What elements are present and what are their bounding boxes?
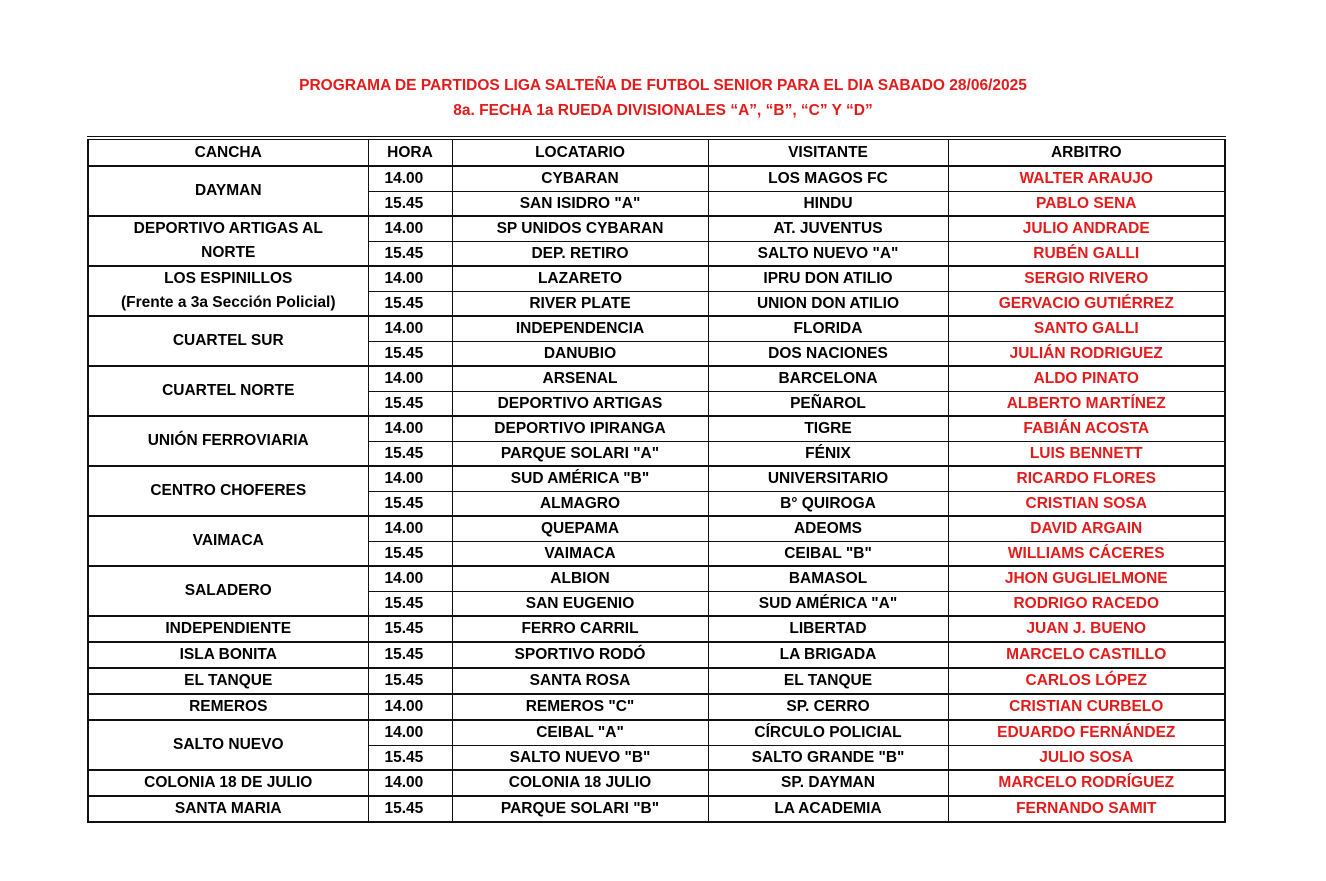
kickoff-time-cell: 14.00	[368, 720, 452, 745]
table-row	[88, 642, 1225, 668]
col-header-cancha: CANCHA	[88, 138, 368, 166]
venue-cell	[88, 266, 368, 316]
kickoff-time-cell: 14.00	[368, 466, 452, 491]
schedule-body	[88, 166, 1225, 822]
table-row	[88, 166, 1225, 191]
col-header-hora: HORA	[368, 138, 452, 166]
referee-cell: SERGIO RIVERO	[948, 266, 1225, 291]
kickoff-time-cell: 14.00	[368, 366, 452, 391]
venue-name-line: DAYMAN	[194, 182, 262, 199]
referee-cell: JUAN J. BUENO	[948, 616, 1225, 642]
away-team-cell: SUD AMÉRICA "A"	[708, 591, 948, 616]
kickoff-time-cell: 15.45	[368, 291, 452, 316]
table-row	[88, 566, 1225, 591]
kickoff-time-cell: 14.00	[368, 166, 452, 191]
venue-cell	[88, 796, 368, 822]
home-team-cell: ALMAGRO	[452, 491, 708, 516]
referee-cell: CARLOS LÓPEZ	[948, 668, 1225, 694]
venue-name-line: (Frente a 3a Sección Policial)	[121, 294, 336, 311]
away-team-cell: BAMASOL	[708, 566, 948, 591]
table-row	[88, 366, 1225, 391]
kickoff-time-cell: 15.45	[368, 191, 452, 216]
away-team-cell: LIBERTAD	[708, 616, 948, 642]
away-team-cell: LA BRIGADA	[708, 642, 948, 668]
away-team-cell: FLORIDA	[708, 316, 948, 341]
venue-name-line: LOS ESPINILLOS	[164, 270, 293, 287]
home-team-cell: LAZARETO	[452, 266, 708, 291]
referee-cell: JULIO SOSA	[948, 745, 1225, 770]
away-team-cell: ADEOMS	[708, 516, 948, 541]
venue-name-line: INDEPENDIENTE	[165, 620, 292, 637]
kickoff-time-cell: 15.45	[368, 491, 452, 516]
venue-name-line: EL TANQUE	[184, 672, 273, 689]
referee-cell: RICARDO FLORES	[948, 466, 1225, 491]
away-team-cell: IPRU DON ATILIO	[708, 266, 948, 291]
referee-cell: CRISTIAN CURBELO	[948, 694, 1225, 720]
away-team-cell: CÍRCULO POLICIAL	[708, 720, 948, 745]
away-team-cell: HINDU	[708, 191, 948, 216]
referee-cell: LUIS BENNETT	[948, 441, 1225, 466]
kickoff-time-cell: 15.45	[368, 745, 452, 770]
table-row	[88, 770, 1225, 796]
kickoff-time-cell: 14.00	[368, 416, 452, 441]
away-team-cell: EL TANQUE	[708, 668, 948, 694]
venue-cell	[88, 694, 368, 720]
home-team-cell: SAN ISIDRO "A"	[452, 191, 708, 216]
referee-cell: EDUARDO FERNÁNDEZ	[948, 720, 1225, 745]
referee-cell: FERNANDO SAMIT	[948, 796, 1225, 822]
table-row	[88, 466, 1225, 491]
home-team-cell: DEP. RETIRO	[452, 241, 708, 266]
kickoff-time-cell: 15.45	[368, 391, 452, 416]
venue-cell	[88, 770, 368, 796]
kickoff-time-cell: 15.45	[368, 616, 452, 642]
away-team-cell: PEÑAROL	[708, 391, 948, 416]
referee-cell: RODRIGO RACEDO	[948, 591, 1225, 616]
venue-name-line: COLONIA 18 DE JULIO	[144, 774, 313, 791]
table-row	[88, 216, 1225, 241]
referee-cell: CRISTIAN SOSA	[948, 491, 1225, 516]
home-team-cell: INDEPENDENCIA	[452, 316, 708, 341]
venue-name-line: VAIMACA	[192, 532, 264, 549]
kickoff-time-cell: 15.45	[368, 796, 452, 822]
referee-cell: RUBÉN GALLI	[948, 241, 1225, 266]
home-team-cell: DEPORTIVO ARTIGAS	[452, 391, 708, 416]
away-team-cell: SALTO GRANDE "B"	[708, 745, 948, 770]
home-team-cell: FERRO CARRIL	[452, 616, 708, 642]
away-team-cell: FÉNIX	[708, 441, 948, 466]
venue-name-line: REMEROS	[189, 698, 268, 715]
venue-cell	[88, 616, 368, 642]
home-team-cell: REMEROS "C"	[452, 694, 708, 720]
schedule-subtitle: 8a. FECHA 1a RUEDA DIVISIONALES “A”, “B”, “C” Y “D”	[453, 102, 873, 119]
schedule-title: PROGRAMA DE PARTIDOS LIGA SALTEÑA DE FUTBOL SENIOR PARA EL DIA SABADO 28/06/2025	[299, 77, 1027, 94]
away-team-cell: UNIVERSITARIO	[708, 466, 948, 491]
kickoff-time-cell: 15.45	[368, 642, 452, 668]
home-team-cell: COLONIA 18 JULIO	[452, 770, 708, 796]
table-row	[88, 694, 1225, 720]
referee-cell: ALDO PINATO	[948, 366, 1225, 391]
referee-cell: MARCELO CASTILLO	[948, 642, 1225, 668]
kickoff-time-cell: 14.00	[368, 266, 452, 291]
home-team-cell: VAIMACA	[452, 541, 708, 566]
kickoff-time-cell: 15.45	[368, 441, 452, 466]
home-team-cell: SANTA ROSA	[452, 668, 708, 694]
kickoff-time-cell: 14.00	[368, 566, 452, 591]
kickoff-time-cell: 14.00	[368, 516, 452, 541]
referee-cell: GERVACIO GUTIÉRREZ	[948, 291, 1225, 316]
venue-cell	[88, 316, 368, 366]
away-team-cell: BARCELONA	[708, 366, 948, 391]
venue-cell	[88, 566, 368, 616]
away-team-cell: LA ACADEMIA	[708, 796, 948, 822]
referee-cell: DAVID ARGAIN	[948, 516, 1225, 541]
home-team-cell: DEPORTIVO IPIRANGA	[452, 416, 708, 441]
venue-name-line: UNIÓN FERROVIARIA	[147, 432, 309, 449]
venue-cell	[88, 216, 368, 266]
away-team-cell: CEIBAL "B"	[708, 541, 948, 566]
venue-name-line: ISLA BONITA	[179, 646, 277, 663]
kickoff-time-cell: 14.00	[368, 770, 452, 796]
home-team-cell: SAN EUGENIO	[452, 591, 708, 616]
venue-name-line: SALADERO	[184, 582, 272, 599]
referee-cell: WILLIAMS CÁCERES	[948, 541, 1225, 566]
referee-cell: ALBERTO MARTÍNEZ	[948, 391, 1225, 416]
home-team-cell: ARSENAL	[452, 366, 708, 391]
referee-cell: FABIÁN ACOSTA	[948, 416, 1225, 441]
table-row	[88, 796, 1225, 822]
referee-cell: JULIÁN RODRIGUEZ	[948, 341, 1225, 366]
match-schedule-table	[87, 136, 1226, 823]
kickoff-time-cell: 15.45	[368, 541, 452, 566]
referee-cell: JHON GUGLIELMONE	[948, 566, 1225, 591]
venue-name-line: NORTE	[201, 244, 256, 261]
kickoff-time-cell: 14.00	[368, 216, 452, 241]
kickoff-time-cell: 15.45	[368, 241, 452, 266]
col-header-visitante: VISITANTE	[708, 138, 948, 166]
home-team-cell: DANUBIO	[452, 341, 708, 366]
table-row	[88, 416, 1225, 441]
kickoff-time-cell: 15.45	[368, 591, 452, 616]
venue-name-line: CENTRO CHOFERES	[150, 482, 307, 499]
kickoff-time-cell: 15.45	[368, 341, 452, 366]
table-row	[88, 516, 1225, 541]
home-team-cell: RIVER PLATE	[452, 291, 708, 316]
referee-cell: JULIO ANDRADE	[948, 216, 1225, 241]
venue-cell	[88, 516, 368, 566]
venue-name-line: DEPORTIVO ARTIGAS AL	[133, 220, 323, 237]
table-row	[88, 720, 1225, 745]
kickoff-time-cell: 15.45	[368, 668, 452, 694]
away-team-cell: TIGRE	[708, 416, 948, 441]
venue-cell	[88, 720, 368, 770]
header-row	[88, 138, 1225, 166]
home-team-cell: SP UNIDOS CYBARAN	[452, 216, 708, 241]
home-team-cell: SUD AMÉRICA "B"	[452, 466, 708, 491]
venue-cell	[88, 668, 368, 694]
home-team-cell: ALBION	[452, 566, 708, 591]
table-row	[88, 316, 1225, 341]
venue-cell	[88, 366, 368, 416]
table-row	[88, 616, 1225, 642]
venue-cell	[88, 466, 368, 516]
home-team-cell: PARQUE SOLARI "B"	[452, 796, 708, 822]
home-team-cell: CEIBAL "A"	[452, 720, 708, 745]
referee-cell: PABLO SENA	[948, 191, 1225, 216]
venue-cell	[88, 642, 368, 668]
home-team-cell: SALTO NUEVO "B"	[452, 745, 708, 770]
away-team-cell: B° QUIROGA	[708, 491, 948, 516]
venue-name-line: SALTO NUEVO	[172, 736, 284, 753]
table-row	[88, 266, 1225, 291]
away-team-cell: UNION DON ATILIO	[708, 291, 948, 316]
referee-cell: SANTO GALLI	[948, 316, 1225, 341]
venue-name-line: SANTA MARIA	[174, 800, 282, 817]
home-team-cell: CYBARAN	[452, 166, 708, 191]
table-row	[88, 668, 1225, 694]
referee-cell: WALTER ARAUJO	[948, 166, 1225, 191]
away-team-cell: DOS NACIONES	[708, 341, 948, 366]
home-team-cell: QUEPAMA	[452, 516, 708, 541]
kickoff-time-cell: 14.00	[368, 316, 452, 341]
col-header-arbitro: ARBITRO	[948, 138, 1225, 166]
col-header-locatario: LOCATARIO	[452, 138, 708, 166]
referee-cell: MARCELO RODRÍGUEZ	[948, 770, 1225, 796]
venue-cell	[88, 416, 368, 466]
away-team-cell: SALTO NUEVO "A"	[708, 241, 948, 266]
away-team-cell: AT. JUVENTUS	[708, 216, 948, 241]
kickoff-time-cell: 14.00	[368, 694, 452, 720]
home-team-cell: SPORTIVO RODÓ	[452, 642, 708, 668]
venue-name-line: CUARTEL SUR	[172, 332, 284, 349]
away-team-cell: SP. CERRO	[708, 694, 948, 720]
home-team-cell: PARQUE SOLARI "A"	[452, 441, 708, 466]
away-team-cell: SP. DAYMAN	[708, 770, 948, 796]
away-team-cell: LOS MAGOS FC	[708, 166, 948, 191]
venue-name-line: CUARTEL NORTE	[162, 382, 295, 399]
venue-cell	[88, 166, 368, 216]
